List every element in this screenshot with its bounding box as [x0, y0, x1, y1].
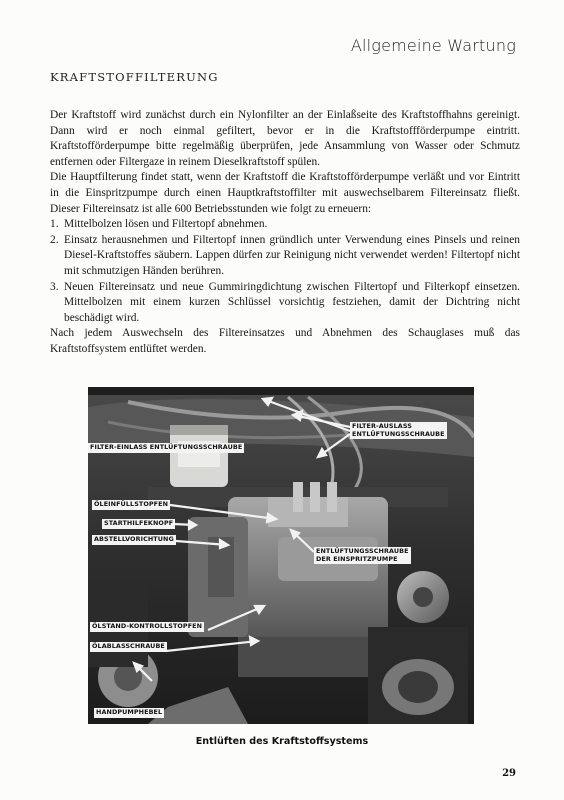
step-text: Einsatz herausnehmen und Filtertopf innen gründlich unter Verwendung eines Pinsels und reinen Diesel-Kraftstoffes säubern. Lappen dürfen zur Reinigung nicht verwendet werden! Filtertopf nicht mit schmutzigen Händen berühren.: [64, 233, 520, 277]
engine-photo: [88, 387, 474, 724]
step-number: 3.: [50, 280, 59, 293]
label-oil-filler-cap: ÖLEINFÜLLSTOPFEN: [94, 500, 169, 508]
paragraph-intro: Der Kraftstoff wird zunächst durch ein Nylonfilter an der Einlaßseite des Kraftstoffhahns gereinigt. Dann wird er noch einmal gefiltert, bevor er in die Kraftstoffförderpumpe eintritt. Kraftstofförderpumpe bitte regelmäßig überprüfen, jede Ansammlung von Wasser oder Schmutz entfernen oder Filtergaze in reinem Dieselkraftstoff spülen.: [50, 109, 520, 168]
maintenance-steps: [50, 217, 520, 326]
label-oil-level-plug: ÖLSTAND-KONTROLLSTOPFEN: [92, 622, 203, 630]
list-item: [50, 217, 520, 233]
label-hand-pump-lever: HANDPUMPHEBEL: [96, 708, 163, 716]
step-number: 2.: [50, 233, 59, 246]
page-header-title: Allgemeine Wartung: [350, 36, 516, 55]
page-number: 29: [502, 768, 516, 779]
list-item: [50, 233, 520, 280]
step-number: 1.: [50, 218, 59, 231]
list-item: [50, 280, 520, 327]
label-oil-drain-plug: ÖLABLASSCHRAUBE: [92, 642, 165, 650]
body-text: [50, 108, 520, 358]
label-filter-inlet-bleed-screw: FILTER-EINLASS ENTLÜFTUNGSSCHRAUBE: [90, 443, 243, 451]
label-starter-aid-button: STARTHILFEKNOPF: [104, 519, 174, 527]
figure-caption: Entlüften des Kraftstoffsystems: [195, 736, 369, 747]
step-text: Neuen Filtereinsatz und neue Gummiringdichtung zwischen Filtertopf und Filterkopf einsetzen. Mittelbolzen mit einem kurzen Schlüssel vorsichtig festziehen, damit der Dichtring nicht beschädigt wird.: [64, 280, 520, 324]
label-injection-pump-bleed-screw: ENTLÜFTUNGSSCHRAUBE DER EINSPRITZPUMPE: [316, 547, 409, 563]
label-stop-control: ABSTELLVORICHTUNG: [94, 535, 174, 543]
section-heading: KRAFTSTOFFILTERUNG: [50, 70, 219, 84]
step-text: Mittelbolzen lösen und Filtertopf abnehmen.: [64, 218, 268, 231]
paragraph-bleeding-note: Nach jedem Auswechseln des Filtereinsatzes und Abnehmen des Schauglases muß das Kraftstoffsystem entlüftet werden.: [50, 327, 520, 355]
label-filter-outlet-bleed-screw: FILTER-AUSLASS ENTLÜFTUNGSSCHRAUBE: [352, 422, 445, 438]
paragraph-main-filter: Die Hauptfilterung findet statt, wenn der Kraftstoff die Kraftstofförderpumpe verläßt und vor Eintritt in die Einspritzpumpe durch einen Hauptkraftstoffilter mit auswechselbarem Filtereinsatz fließt. Dieser Filtereinsatz ist alle 600 Betriebsstunden wie folgt zu erneuern:: [50, 171, 520, 215]
